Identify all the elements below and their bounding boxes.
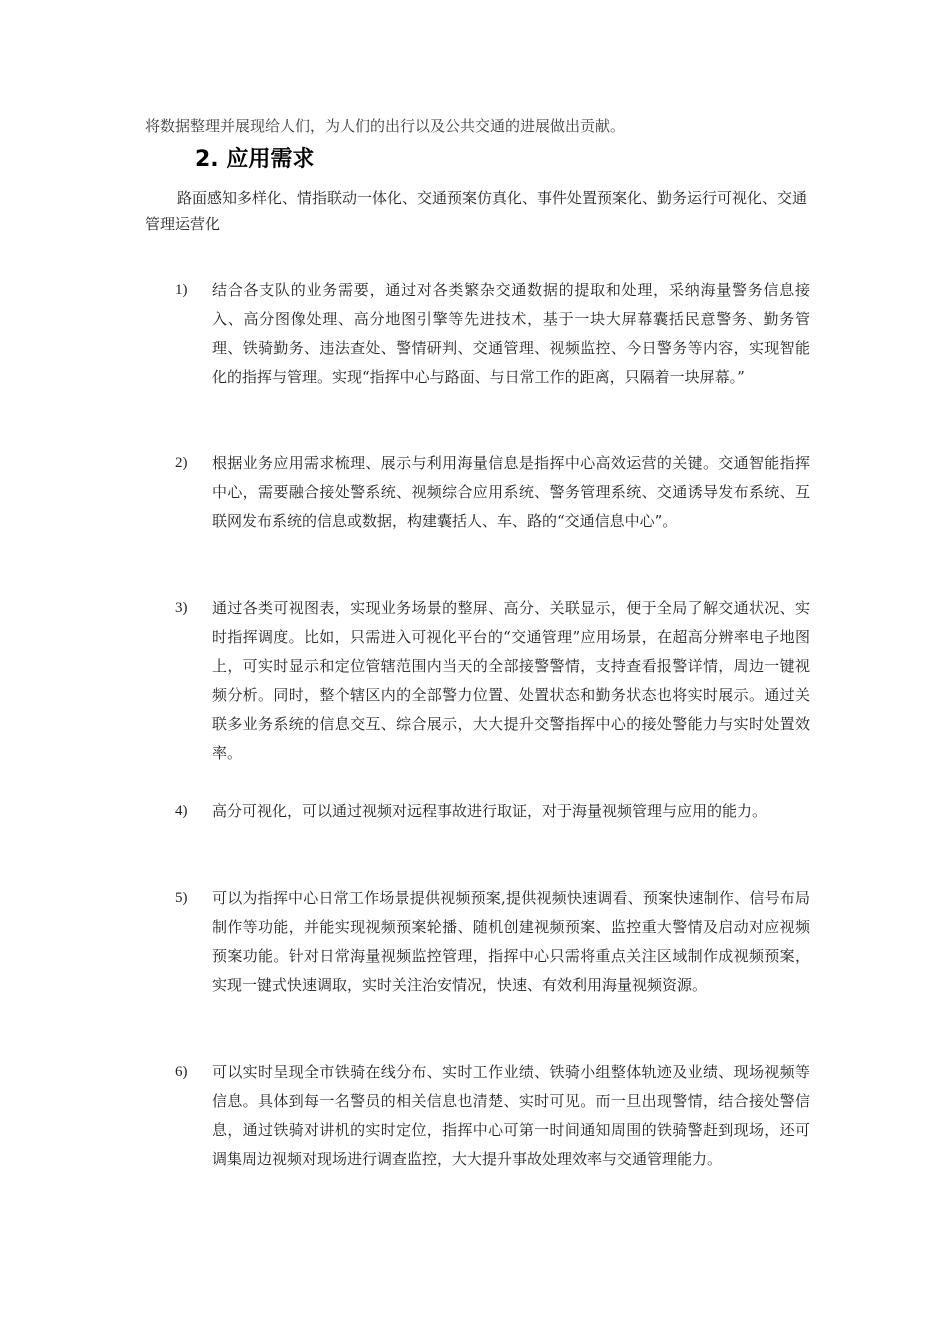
- list-item-number: 5): [175, 890, 188, 906]
- intro-paragraph: 路面感知多样化、情指联动一体化、交通预案仿真化、事件处置预案化、勤务运行可视化、交通管理运营化: [145, 189, 808, 233]
- list-item-number: 2): [175, 455, 188, 471]
- list-item-text: 结合各支队的业务需要，通过对各类繁杂交通数据的提取和处理，采纳海量警务信息接入、高分图像处理、高分地图引擎等先进技术，基于一块大屏幕囊括民意警务、勤务管理、铁骑勤务、违法查处、警情研判、交通管理、视频监控、今日警务等内容，实现智能化的指挥与管理。实现“指挥中心与路面、与日常工作的距离，只隔着一块屏幕。”: [212, 281, 810, 386]
- list-item-number: 3): [175, 600, 188, 616]
- list-item-text: 根据业务应用需求梳理、展示与利用海量信息是指挥中心高效运营的关键。交通智能指挥中心，需要融合接处警系统、视频综合应用系统、警务管理系统、交通诱导发布系统、互联网发布系统的信息或数据，构建囊括人、车、路的“交通信息中心”。: [212, 454, 810, 530]
- list-item-text: 高分可视化，可以通过视频对远程事故进行取证，对于海量视频管理与应用的能力。: [212, 802, 768, 820]
- section-heading: 2. 应用需求: [195, 147, 315, 172]
- list-item-number: 1): [175, 282, 188, 298]
- lead-paragraph: 将数据整理并展现给人们，为人们的出行以及公共交通的进展做出贡献。: [145, 117, 626, 135]
- list-item-number: 6): [175, 1064, 188, 1080]
- list-item-number: 4): [175, 803, 188, 819]
- list-item-text: 可以实时呈现全市铁骑在线分布、实时工作业绩、铁骑小组整体轨迹及业绩、现场视频等信息。具体到每一名警员的相关信息也清楚、实时可见。而一旦出现警情，结合接处警信息，通过铁骑对讲机的实时定位，指挥中心可第一时间通知周围的铁骑警赶到现场，还可调集周边视频对现场进行调查监控，大大提升事故处理效率与交通管理能力。: [212, 1063, 810, 1168]
- list-item-text: 通过各类可视图表，实现业务场景的整屏、高分、关联显示，便于全局了解交通状况、实时指挥调度。比如，只需进入可视化平台的“交通管理”应用场景，在超高分辨率电子地图上，可实时显示和定位管辖范围内当天的全部接警警情，支持查看报警详情，周边一键视频分析。同时，整个辖区内的全部警力位置、处置状态和勤务状态也将实时展示。通过关联多业务系统的信息交互、综合展示，大大提升交警指挥中心的接处警能力与实时处置效率。: [212, 599, 810, 762]
- list-item-text: 可以为指挥中心日常工作场景提供视频预案,提供视频快速调看、预案快速制作、信号布局制作等功能，并能实现视频预案轮播、随机创建视频预案、监控重大警情及启动对应视频预案功能。针对日常海量视频监控管理，指挥中心只需将重点关注区域制作成视频预案，实现一键式快速调取，实时关注治安情况，快速、有效利用海量视频资源。: [212, 889, 810, 994]
